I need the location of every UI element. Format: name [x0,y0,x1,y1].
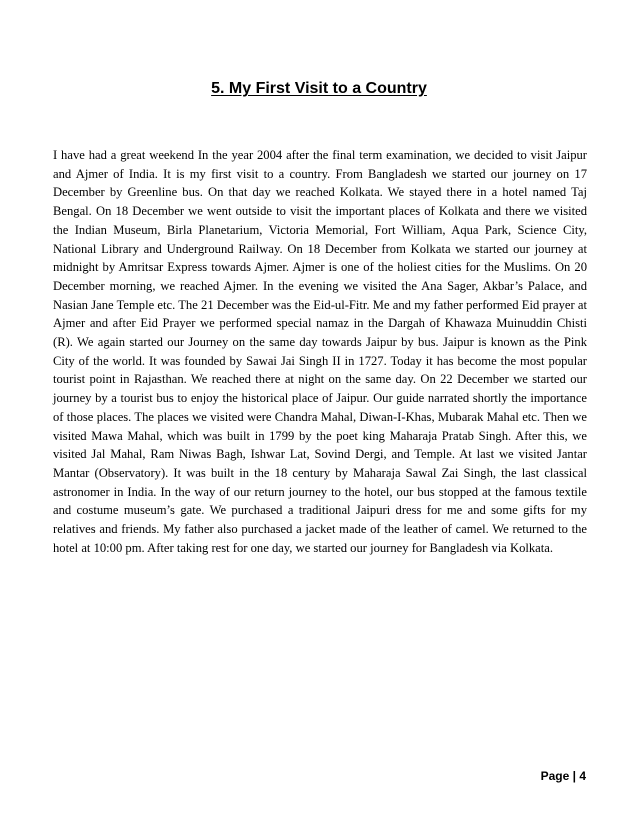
body-paragraph: I have had a great weekend In the year 2004 after the final term examination, we decided to visit Jaipur and Ajmer of India. It is my first visit to a country. From Bangladesh we started our journey on 17 December by Greenline bus. On that day we reached Kolkata. We stayed there in a hotel named Taj Bengal. On 18 December we went outside to visit the important places of Kolkata and there we visited the Indian Museum, Birla Planetarium, Victoria Memorial, Fort William, Aqua Park, Science City, National Library and Underground Railway. On 18 December from Kolkata we started our journey at midnight by Amritsar Express towards Ajmer. Ajmer is one of the holiest cities for the Muslims. On 20 December morning, we reached Ajmer. In the evening we visited the Ana Sager, Akbar’s Palace, and Nasian Jane Temple etc. The 21 December was the Eid-ul-Fitr. Me and my father performed Eid prayer at Ajmer and after Eid Prayer we performed special namaz in the Dargah of Khawaza Muinuddin Chisti (R). We again started our Journey on the same day towards Jaipur by bus. Jaipur is known as the Pink City of the world. It was founded by Sawai Jai Singh II in 1727. Today it has become the most popular tourist point in Rajasthan. We reached there at night on the same day. On 22 December we started our journey by a tourist bus to enjoy the historical place of Jaipur. Our guide narrated shortly the importance of those places. The places we visited were Chandra Mahal, Diwan-I-Khas, Mubarak Mahal etc. Then we visited Mawa Mahal, which was built in 1799 by the poet king Maharaja Pratab Singh. After this, we visited Jal Mahal, Ram Niwas Bagh, Ishwar Lat, Sovind Dergi, and Temple. At last we visited Jantar Mantar (Observatory). It was built in the 18 century by Maharaja Sawal Zai Singh, the last classical astronomer in India. In the way of our return journey to the hotel, our bus stopped at the famous textile and costume museum’s gate. We purchased a traditional Jaipuri dress for me and some gifts for my relatives and friends. My father also purchased a jacket made of the leather of camel. We returned to the hotel at 10:00 pm. After taking rest for one day, we started our journey for Bangladesh via Kolkata. [53,148,587,555]
page-title: 5. My First Visit to a Country [211,80,427,97]
page-number: Page | 4 [540,769,586,783]
